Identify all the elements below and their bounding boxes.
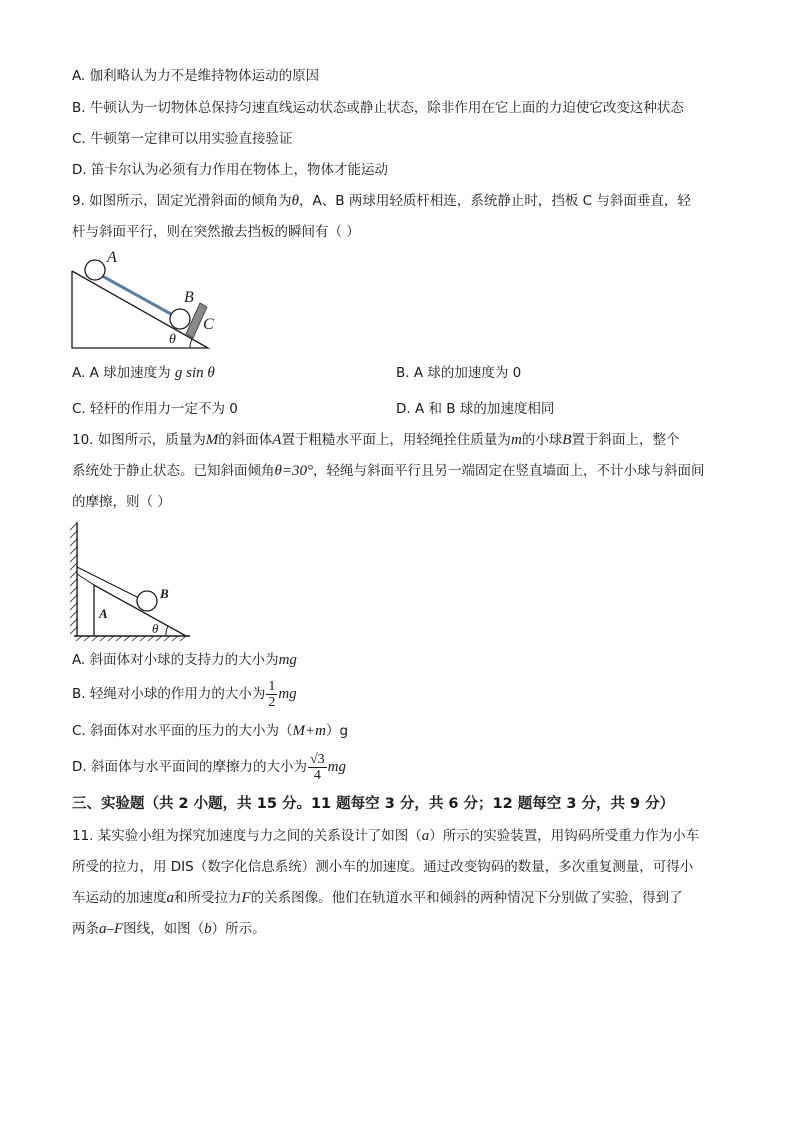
- q9-stem-text: ，A、B 两球用轻质杆相连，系统静止时，挡板 C 与斜面垂直，轻: [299, 193, 691, 209]
- q10-label-b: B: [160, 586, 169, 601]
- q9-stem-theta: θ: [291, 193, 300, 209]
- q11-text: 11. 某实验小组为探究加速度与力之间的关系设计了如图（: [72, 828, 422, 844]
- q9-option-d: D. A 和 B 球的加速度相同: [396, 401, 555, 417]
- q11-figure-ref-a: a: [421, 828, 430, 844]
- q10-stem-m: m: [510, 432, 522, 448]
- q10-ball-b: [137, 591, 157, 611]
- q10-stem-B: B: [562, 432, 572, 448]
- q11-text: 的关系图像。他们在轨道水平和倾斜的两种情况下分别做了实验，得到了: [250, 890, 683, 906]
- q9-stem-line2: 杆与斜面平行，则在突然撤去挡板的瞬间有（ ）: [72, 224, 360, 240]
- q10-ground-hatch: [76, 636, 186, 641]
- q9-label-theta: θ: [169, 332, 176, 347]
- q9-light-rod: [95, 272, 180, 319]
- q10-option-d-math: mg: [327, 759, 347, 775]
- q11-text: 车运动的加速度: [72, 890, 167, 906]
- q10-option-b: [72, 678, 297, 710]
- q9-angle-arc: [190, 339, 192, 348]
- q11-line3: [72, 889, 683, 907]
- q11-text: ）所示。: [211, 921, 266, 937]
- q8-option-c: C. 牛顿第一定律可以用实验直接验证: [72, 131, 293, 147]
- q10-rope-under: [77, 574, 94, 585]
- q10-option-d-fraction: [308, 752, 327, 783]
- q11-text: ）所示的实验装置，用钩码所受重力作为小车: [429, 828, 700, 844]
- q10-option-b-text: B. 轻绳对小球的作用力的大小为: [72, 686, 266, 702]
- q10-option-d-numerator: √3: [309, 751, 325, 767]
- q10-label-theta: θ: [152, 621, 159, 636]
- q11-var-a: a: [166, 890, 174, 906]
- q11-text: 和所受拉力: [174, 890, 242, 906]
- q10-option-c-tail: ）g: [325, 723, 349, 739]
- q8-option-a: A. 伽利略认为力不是维持物体运动的原因: [72, 68, 320, 84]
- q9-option-c: C. 轻杆的作用力一定不为 0: [72, 401, 238, 417]
- q9-incline-figure: [64, 247, 234, 353]
- q11-line4: [72, 920, 266, 938]
- q10-option-b-numerator: 1: [268, 678, 276, 694]
- q10-stem-A: A: [272, 432, 282, 448]
- q9-option-a-text: A. A 球加速度为: [72, 365, 171, 381]
- q10-wall-hatch: [70, 523, 77, 634]
- q10-stem-M: M: [205, 432, 219, 448]
- q9-label-c: C: [203, 316, 214, 333]
- q10-rope: [77, 567, 141, 599]
- q9-incline-outline: [72, 271, 208, 348]
- section-3-heading: 三、实验题（共 2 小题，共 15 分。11 题每空 3 分，共 6 分；12 题每空 3 分，共 9 分）: [72, 796, 675, 812]
- q10-option-b-fraction: [266, 679, 277, 710]
- q10-incline-figure: [66, 518, 194, 642]
- q9-ball-a: [85, 260, 105, 280]
- q10-stem-text: 置于斜面上，整个: [571, 432, 680, 448]
- q10-stem-text: 10. 如图所示，质量为: [72, 432, 206, 448]
- q10-option-a-math: mg: [278, 652, 297, 668]
- q9-option-a: [72, 364, 215, 382]
- q10-stem-text: ，轻绳与斜面平行且另一端固定在竖直墙面上，不计小球与斜面间: [313, 463, 705, 479]
- q11-line2: 所受的拉力，用 DIS（数字化信息系统）测小车的加速度。通过改变钩码的数量，多次重复测量，可得小: [72, 859, 694, 875]
- q9-label-a: A: [107, 249, 117, 266]
- q10-stem-line1: [72, 431, 679, 449]
- q10-stem-line3: 的摩擦，则（ ）: [72, 494, 171, 510]
- q10-incline-body: [94, 585, 186, 636]
- q10-stem-text: 的斜面体: [218, 432, 273, 448]
- q10-option-c-math: M+m: [292, 723, 326, 739]
- q11-aF: a–F: [99, 921, 124, 937]
- q10-label-a: A: [99, 606, 108, 621]
- q10-option-d-denominator: 4: [313, 767, 321, 783]
- q10-option-c-text: C. 斜面体对水平面的压力的大小为（: [72, 723, 293, 739]
- q10-stem-theta-eq: θ=30°: [274, 463, 313, 479]
- q9-option-a-math: g sin θ: [174, 365, 215, 381]
- q11-text: 图线，如图（: [123, 921, 205, 937]
- q8-option-b: B. 牛顿认为一切物体总保持匀速直线运动状态或静止状态，除非作用在它上面的力迫使它改变这种状态: [72, 100, 684, 116]
- q10-stem-text: 的小球: [521, 432, 563, 448]
- q10-option-a: [72, 651, 297, 669]
- q11-line1: [72, 827, 699, 845]
- q11-text: 两条: [72, 921, 99, 937]
- q9-stem-text: 9. 如图所示，固定光滑斜面的倾角为: [72, 193, 292, 209]
- q10-option-d: [72, 750, 346, 784]
- q10-option-a-text: A. 斜面体对小球的支持力的大小为: [72, 652, 279, 668]
- q10-option-c: [72, 722, 348, 740]
- q11-figure-ref-b: b: [204, 921, 212, 937]
- q10-angle-arc: [166, 626, 168, 636]
- q9-option-b: B. A 球的加速度为 0: [396, 365, 522, 381]
- q9-ball-b: [170, 309, 190, 329]
- q8-option-d: D. 笛卡尔认为必须有力作用在物体上，物体才能运动: [72, 162, 388, 178]
- q10-stem-text: 置于粗糙水平面上，用轻绳拴住质量为: [281, 432, 511, 448]
- q10-stem-line2: [72, 462, 705, 480]
- q10-option-b-denominator: 2: [268, 694, 276, 710]
- q10-stem-text: 系统处于静止状态。已知斜面倾角: [72, 463, 275, 479]
- q9-stem-line1: [72, 192, 691, 210]
- q9-label-b: B: [184, 289, 194, 306]
- q10-option-d-text: D. 斜面体与水平面间的摩擦力的大小为: [72, 759, 307, 775]
- q11-var-F: F: [241, 890, 251, 906]
- q10-option-b-math: mg: [278, 686, 297, 702]
